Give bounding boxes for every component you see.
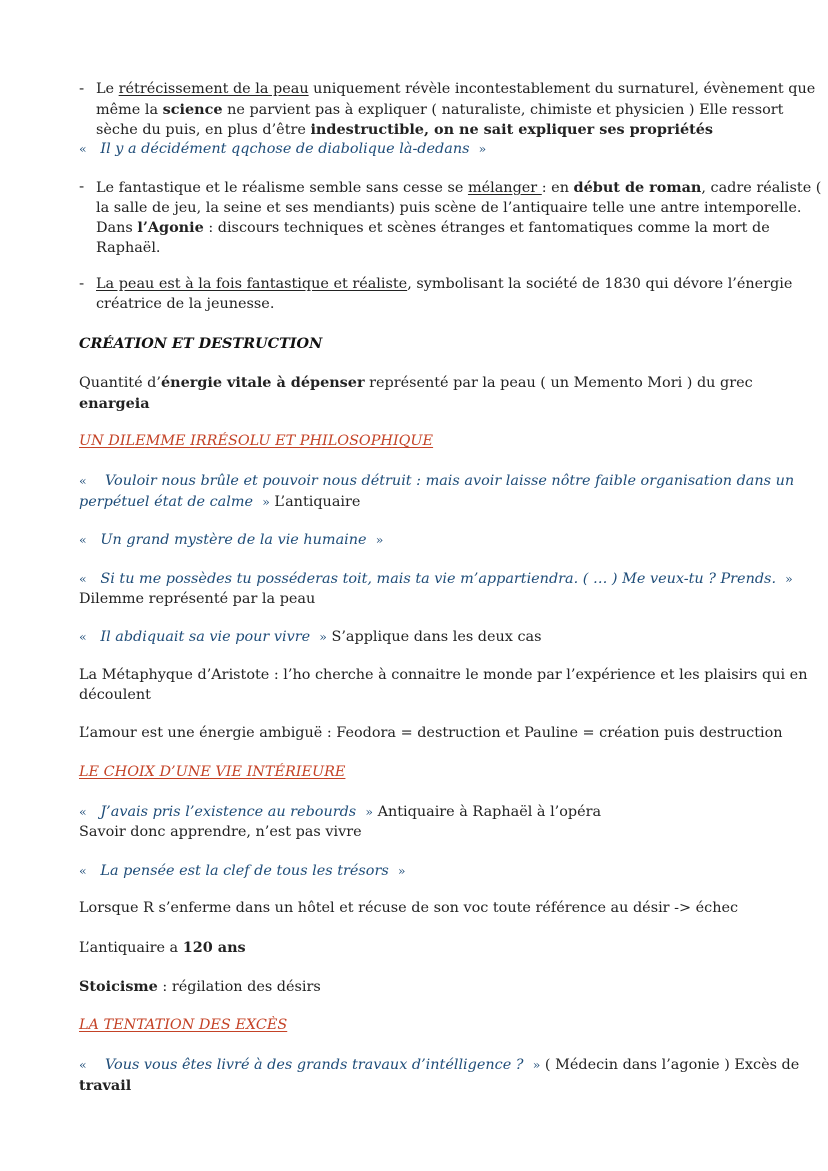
quote-mark: » bbox=[785, 571, 793, 586]
text: : en bbox=[541, 180, 574, 196]
text: : régilation des désirs bbox=[157, 979, 321, 995]
quote-mark: « bbox=[79, 629, 87, 644]
text: L’antiquaire bbox=[274, 493, 361, 510]
quote-text: perpétuel état de calme bbox=[79, 493, 254, 510]
bold-text: enargeia bbox=[79, 394, 150, 412]
quote-possedes bbox=[79, 569, 793, 609]
section-title-dilemme: UN DILEMME IRRÉSOLU ET PHILOSOPHIQUE bbox=[79, 433, 434, 449]
paragraph-antiquaire-age bbox=[79, 938, 750, 959]
quote-text: Il abdiquait sa vie pour vivre bbox=[100, 629, 311, 645]
quote-mark: « bbox=[79, 863, 87, 878]
text: uniquement révèle incontestablement du surnaturel, évènement que bbox=[308, 81, 816, 97]
bullet-peau bbox=[79, 275, 793, 314]
quote-mark: « bbox=[79, 141, 87, 156]
text: Raphaël. bbox=[96, 239, 161, 256]
bullet-fantastique-realisme bbox=[79, 178, 822, 258]
quote-mark: » bbox=[532, 1057, 541, 1072]
paragraph-amour: L’amour est une énergie ambiguë : Feodora = destruction et Pauline = création puis destruction bbox=[79, 725, 783, 741]
quote-mark: » bbox=[319, 629, 327, 644]
text: représenté par la peau ( un Memento Mori ) du grec bbox=[364, 375, 753, 391]
quote-text: La pensée est la clef de tous les trésors bbox=[100, 863, 389, 879]
text: Quantité d’ bbox=[79, 375, 161, 391]
text: ne parvient pas à expliquer ( naturaliste, chimiste et physicien ) Elle ressort bbox=[222, 101, 784, 118]
underlined-text: La peau est à la fois fantastique et réaliste bbox=[96, 276, 408, 292]
quote-livre bbox=[79, 1055, 800, 1095]
bold-text: science bbox=[162, 100, 223, 118]
bullet-dash: - bbox=[79, 81, 85, 97]
text: Dans bbox=[96, 220, 138, 236]
text: L’antiquaire a bbox=[79, 940, 183, 956]
section-title-tentation: LA TENTATION DES EXCÈS bbox=[79, 1017, 288, 1033]
paragraph-energie bbox=[79, 373, 753, 413]
quote-diabolique bbox=[79, 139, 750, 160]
quote-text: Vouloir nous brûle et pouvoir nous détruit : mais avoir laisse nôtre faible organisation dans un bbox=[104, 473, 795, 489]
text: sèche du puis, en plus d’être bbox=[96, 122, 311, 138]
quote-mark: » bbox=[262, 493, 270, 509]
quote-mark: « bbox=[79, 473, 87, 488]
quote-mark: » bbox=[478, 141, 487, 156]
text: créatrice de la jeunesse. bbox=[96, 295, 275, 312]
bold-text: l’Agonie bbox=[137, 219, 204, 236]
bold-text: indestructible, on ne sait expliquer ses propriétés bbox=[310, 121, 714, 138]
text: Le fantastique et le réalisme semble sans cesse se bbox=[96, 180, 468, 196]
bold-text: énergie vitale à dépenser bbox=[160, 374, 365, 391]
quote-mark: » bbox=[397, 863, 406, 878]
quote-rebourds bbox=[79, 802, 750, 842]
text: Savoir donc apprendre, n’est pas vivre bbox=[79, 823, 362, 840]
text: Antiquaire à Raphaël à l’opéra bbox=[377, 804, 602, 820]
text: Dilemme représenté par la peau bbox=[79, 590, 316, 607]
bullet-dash: - bbox=[79, 179, 85, 195]
quote-text: J’avais pris l’existence au rebourds bbox=[100, 804, 357, 820]
text: , cadre réaliste ( bbox=[701, 180, 822, 196]
bold-text: 120 ans bbox=[182, 939, 246, 956]
quote-text: Si tu me possèdes tu posséderas toit, mais ta vie m’appartiendra. ( … ) Me veux-tu ? Prends. bbox=[100, 571, 777, 587]
quote-abdiquait bbox=[79, 627, 750, 648]
text: la salle de jeu, la seine et ses mendiants) puis scène de l’antiquaire telle une antre intemporelle. bbox=[96, 199, 802, 216]
quote-text: Vous vous êtes livré à des grands travaux d’intélligence ? bbox=[104, 1057, 524, 1073]
section-title-vie-interieure: LE CHOIX D’UNE VIE INTÉRIEURE bbox=[79, 764, 346, 780]
paragraph-metaphysique bbox=[79, 666, 808, 705]
text: , symbolisant la société de 1830 qui dévore l’énergie bbox=[407, 276, 793, 292]
paragraph-lorsque: Lorsque R s’enferme dans un hôtel et récuse de son voc toute référence au désir -> échec bbox=[79, 900, 739, 916]
quote-mark: « bbox=[79, 532, 87, 547]
quote-mark: « bbox=[79, 804, 87, 819]
quote-mark: « bbox=[79, 571, 87, 586]
quote-mystere bbox=[79, 530, 750, 551]
bold-text: Stoicisme bbox=[79, 978, 158, 995]
quote-mark: » bbox=[365, 804, 374, 819]
text: même la bbox=[96, 101, 163, 118]
quote-text: Un grand mystère de la vie humaine bbox=[100, 532, 367, 548]
text: ( Médecin dans l’agonie ) Excès de bbox=[544, 1057, 800, 1073]
quote-vouloir bbox=[79, 471, 795, 512]
paragraph-stoicisme bbox=[79, 977, 750, 998]
quote-text: Il y a décidément qqchose de diabolique là-dedans bbox=[100, 141, 470, 157]
text: S’applique dans les deux cas bbox=[331, 629, 542, 645]
text: découlent bbox=[79, 686, 151, 703]
bold-text: travail bbox=[79, 1076, 132, 1094]
bullet-retrecissement bbox=[79, 80, 816, 141]
underlined-text: mélanger bbox=[467, 180, 542, 196]
quote-mark: » bbox=[375, 532, 384, 547]
text: : discours techniques et scènes étranges et fantomatiques comme la mort de bbox=[203, 220, 770, 236]
text: La Métaphyque d’Aristote : l’ho cherche à connaitre le monde par l’expérience et les plaisirs qui en bbox=[79, 667, 808, 683]
text: Le bbox=[96, 81, 119, 97]
underlined-text: rétrécissement de la peau bbox=[118, 81, 309, 97]
quote-mark: « bbox=[79, 1057, 87, 1072]
heading-creation-destruction: CRÉATION ET DESTRUCTION bbox=[79, 335, 323, 352]
quote-pensee bbox=[79, 861, 750, 882]
bold-text: début de roman bbox=[573, 179, 702, 196]
bullet-dash: - bbox=[79, 276, 85, 292]
